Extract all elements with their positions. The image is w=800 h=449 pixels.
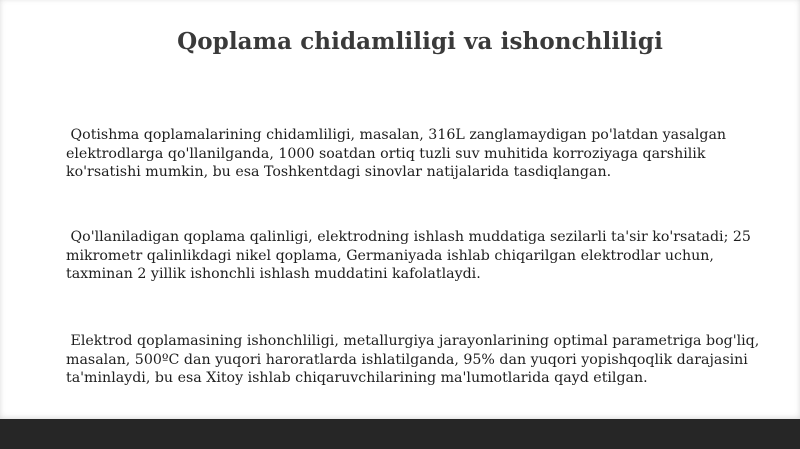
paragraph-coating-thickness: Qo'llaniladigan qoplama qalinligi, elektrodning ishlash muddatiga sezilarli ta'sir ko'rsatadi; 25 mikrometr qalinlikdagi nikel qoplama, Germaniyada ishlab chiqarilgan elektrodlar uchun, taxminan 2 yillik ishonchli ishlash muddatini kafolatlaydi.	[66, 229, 756, 282]
paragraph-corrosion-resistance: Qotishma qoplamalarining chidamliligi, masalan, 316L zanglamaydigan po'latdan yasalgan elektrodlarga qo'llanilganda, 1000 soatdan ortiq tuzli suv muhitida korroziyaga qarshilik ko'rsatishi mumkin, bu esa Toshkentdagi sinovlar natijalarida tasdiqlangan.	[66, 127, 731, 180]
bottom-bar	[0, 419, 800, 449]
paragraph-coating-reliability: Elektrod qoplamasining ishonchliligi, metallurgiya jarayonlarining optimal parametriga bog'liq, masalan, 500ºC dan yuqori haroratlarda ishlatilganda, 95% dan yuqori yopishqoqlik darajasini ta'minlaydi, bu esa Xitoy ishlab chiqaruvchilarining ma'lumotlarida qayd etilgan.	[66, 333, 764, 386]
slide-title: Qoplama chidamliligi va ishonchliligi	[177, 28, 663, 55]
